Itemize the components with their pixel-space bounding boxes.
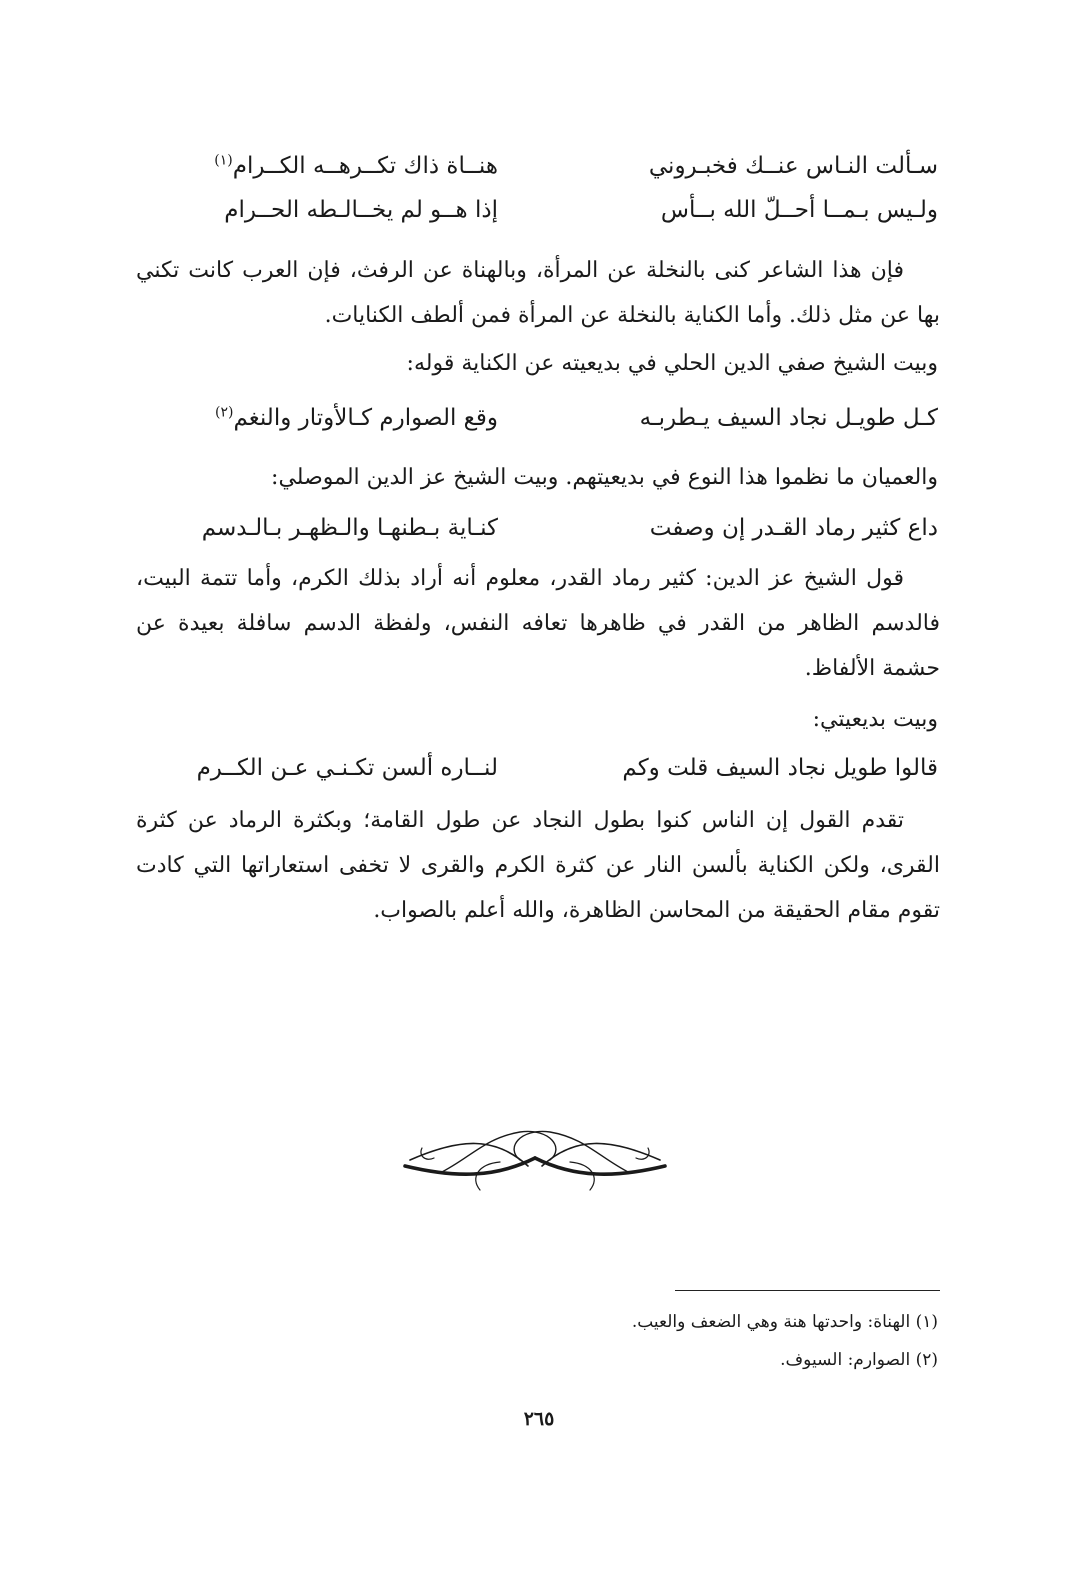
verse-mawsili (138, 508, 938, 548)
paragraph-2 (136, 556, 940, 691)
verse-hilli-second-text: وقع الصوارم كـالأوتار والنغم (233, 405, 498, 431)
page-number: ٢٦٥ (523, 1408, 555, 1430)
verse-mawsili-second-hemistich: كنـاية بـطنهـا والـظهـر بـالـدسم (201, 515, 498, 541)
footnote-1: (١) الهناة: واحدتها هنة وهي الضعف والعيب. (631, 1312, 938, 1332)
footnote-marker-2[interactable]: (٢) (215, 404, 234, 421)
verse-line-2 (138, 190, 938, 230)
verse-1-first-hemistich: سـألت النـاس عنــك فخبـروني (648, 153, 938, 179)
intro-mawsili: والعميان ما نظموا هذا النوع في بديعيتهم. وبيت الشيخ عز الدين الموصلي: (271, 465, 938, 490)
verse-hilli-first-hemistich: كـل طويـل نجاد السيف يـطربـه (639, 405, 938, 431)
footnote-divider (675, 1290, 940, 1291)
paragraph-1 (136, 248, 940, 338)
verse-2-second-hemistich: إذا هــو لم يخــالـطه الحــرام (224, 197, 498, 223)
intro-author: وبيت بديعيتي: (812, 707, 938, 732)
verse-author (138, 748, 938, 788)
verse-line-1 (138, 146, 938, 186)
verse-hilli (138, 398, 938, 438)
verse-author-second-hemistich: لنــاره ألسن تكـنـي عـن الكــرم (196, 755, 498, 781)
decorative-flourish-icon (400, 1118, 670, 1198)
paragraph-1-text: فإن هذا الشاعر كنى بالنخلة عن المرأة، وبالهناة عن الرفث، فإن العرب كانت تكني بها عن مثل ذلك. وأما الكناية بالنخلة عن المرأة فمن ألطف الكنايات. (136, 258, 940, 328)
verse-1-second-hemistich (138, 146, 498, 186)
paragraph-3-text: تقدم القول إن الناس كنوا بطول النجاد عن طول القامة؛ وبكثرة الرماد عن كثرة القرى، ولكن الكناية بألسن النار عن كثرة الكرم والقرى لا تخفى استعاراتها التي كادت تقوم مقام الحقيقة من المحاسن الظاهرة، والله أعلم بالصواب. (136, 808, 940, 923)
footnote-marker-1[interactable]: (١) (214, 152, 233, 169)
verse-author-first-hemistich: قالوا طويل نجاد السيف قلت وكم (622, 755, 938, 781)
verse-hilli-second-hemistich (138, 398, 498, 438)
paragraph-3 (136, 798, 940, 933)
verse-mawsili-first-hemistich: داع كثير رماد القـدر إن وصفت (649, 515, 938, 541)
footnote-2: (٢) الصوارم: السيوف. (780, 1350, 938, 1370)
intro-hilli: وبيت الشيخ صفي الدين الحلي في بديعيته عن الكناية قوله: (406, 351, 938, 376)
verse-1-second-text: هنــاة ذاك تكــرهــه الكــرام (232, 153, 498, 179)
verse-2-first-hemistich: ولـيس بـمــا أحــلّ الله بــأس (660, 197, 938, 223)
paragraph-2-text: قول الشيخ عز الدين: كثير رماد القدر، معلوم أنه أراد بذلك الكرم، وأما تتمة البيت، فالدسم الظاهر من القدر في ظاهرها تعافه النفس، ولفظة الدسم سافلة بعيدة عن حشمة الألفاظ. (136, 566, 940, 681)
